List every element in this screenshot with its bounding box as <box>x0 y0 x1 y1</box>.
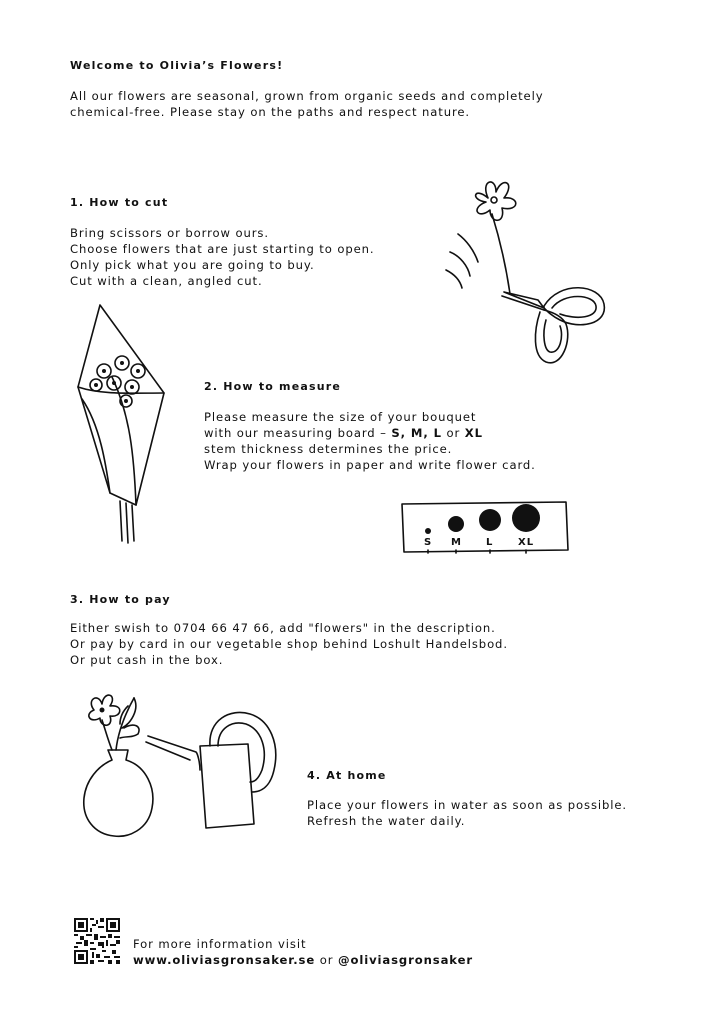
section-heading-measure: 2. How to measure <box>204 380 342 393</box>
cut-line: Only pick what you are going to buy. <box>70 258 315 272</box>
board-label-l: L <box>486 537 494 548</box>
measure-line <box>204 425 536 441</box>
website-link[interactable]: www.oliviasgronsaker.se <box>133 953 316 967</box>
qr-code-icon[interactable] <box>74 918 120 964</box>
vase-watering-can-illustration <box>80 688 290 846</box>
measure-size-xl: XL <box>464 426 483 440</box>
pay-instructions <box>70 620 508 668</box>
cut-line: Choose flowers that are just starting to open. <box>70 242 375 256</box>
pay-line: Or put cash in the box. <box>70 653 224 667</box>
measure-instructions <box>204 409 536 473</box>
board-label-xl: XL <box>518 537 535 548</box>
pay-line: Or pay by card in our vegetable shop behind Loshult Handelsbod. <box>70 637 508 651</box>
section-heading-cut: 1. How to cut <box>70 196 169 209</box>
section-heading-pay: 3. How to pay <box>70 593 171 606</box>
measure-line-prefix: with our measuring board – <box>204 426 392 440</box>
bouquet-illustration <box>72 305 172 550</box>
intro-text <box>70 88 543 120</box>
home-instructions <box>307 797 627 829</box>
cut-line: Bring scissors or borrow ours. <box>70 226 269 240</box>
pay-line: Either swish to 0704 66 47 66, add "flowers" in the description. <box>70 621 496 635</box>
intro-line: All our flowers are seasonal, grown from organic seeds and completely <box>70 89 544 103</box>
measure-line: Wrap your flowers in paper and write flower card. <box>204 458 536 472</box>
instagram-handle-link[interactable]: @oliviasgronsaker <box>337 953 473 967</box>
page-title: Welcome to Olivia’s Flowers! <box>70 59 284 72</box>
home-line: Place your flowers in water as soon as possible. <box>307 798 628 812</box>
footer <box>133 936 473 968</box>
intro-line: chemical-free. Please stay on the paths and respect nature. <box>70 105 471 119</box>
board-label-s: S <box>424 537 433 548</box>
board-label-m: M <box>451 537 462 548</box>
flower-scissors-illustration <box>440 170 610 370</box>
measure-sizes: S, M, L <box>391 426 442 440</box>
footer-or: or <box>315 953 338 967</box>
footer-line: For more information visit <box>133 937 307 951</box>
measure-line: Please measure the size of your bouquet <box>204 410 477 424</box>
section-heading-home: 4. At home <box>307 769 387 782</box>
measure-line: stem thickness determines the price. <box>204 442 453 456</box>
home-line: Refresh the water daily. <box>307 814 466 828</box>
cut-instructions <box>70 225 374 289</box>
cut-line: Cut with a clean, angled cut. <box>70 274 263 288</box>
measure-or: or <box>441 426 465 440</box>
